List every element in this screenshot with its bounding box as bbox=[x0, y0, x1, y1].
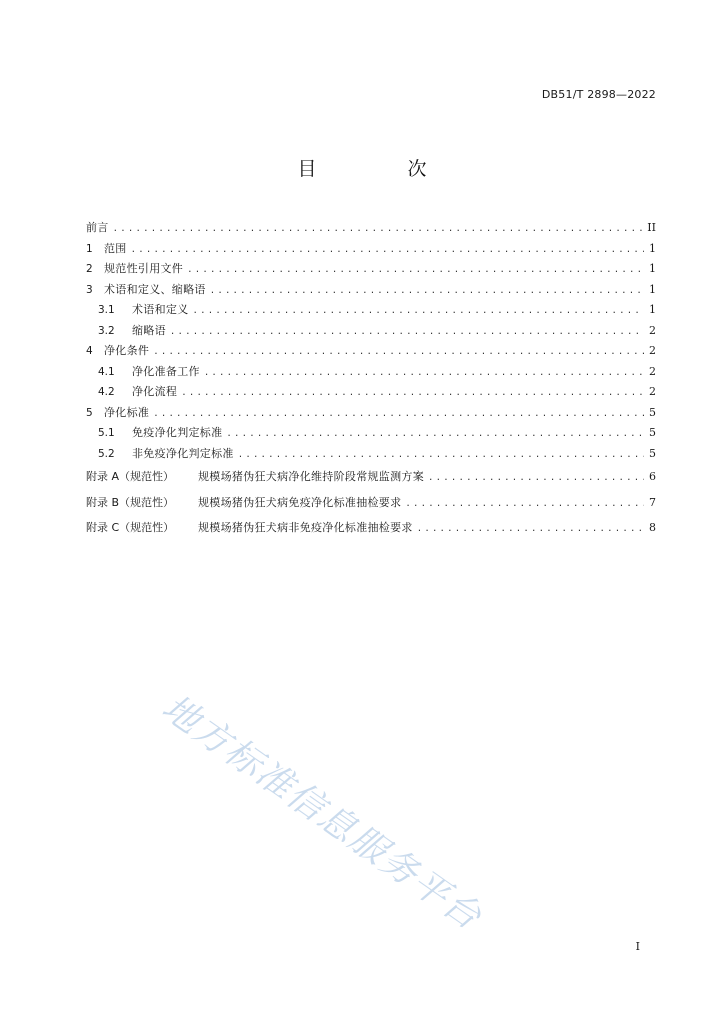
toc-entry-page: 7 bbox=[649, 495, 656, 509]
toc-entry-number: 2 bbox=[86, 263, 93, 275]
toc-entry-annex-b[interactable] bbox=[86, 490, 656, 516]
toc-entry-number: 3.2 bbox=[98, 324, 115, 337]
toc-leader-dots bbox=[181, 383, 644, 404]
toc-entry-page: 5 bbox=[649, 446, 656, 460]
toc-entry-page: 8 bbox=[649, 521, 656, 534]
toc-entry-label: 规模场猪伪狂犬病非免疫净化标准抽检要求 bbox=[198, 521, 413, 534]
toc-entry-3-2[interactable] bbox=[86, 321, 656, 342]
toc-entry-page: 1 bbox=[649, 262, 656, 275]
watermark: 地方标准信息服务平台 bbox=[154, 687, 490, 939]
toc-entry-label: 净化流程 bbox=[132, 385, 178, 398]
toc-entry-5-1[interactable] bbox=[86, 423, 656, 444]
toc-leader-dots bbox=[204, 363, 644, 384]
toc-entry-number: 1 bbox=[86, 242, 93, 255]
toc-entry-number: 5.2 bbox=[98, 447, 115, 460]
toc-entry-number: 4.1 bbox=[98, 365, 115, 378]
toc-entry-page: 1 bbox=[649, 241, 656, 255]
toc-leader-dots bbox=[210, 281, 644, 302]
toc-entry-page: 1 bbox=[649, 303, 656, 316]
toc-entry-2[interactable] bbox=[86, 259, 656, 280]
toc-entry-page: 5 bbox=[649, 426, 656, 439]
toc-entry-number: 5.1 bbox=[98, 427, 115, 439]
table-of-contents bbox=[86, 218, 656, 541]
toc-leader-dots bbox=[153, 404, 644, 425]
toc-entry-label: 净化条件 bbox=[104, 344, 150, 357]
toc-entry-page: 5 bbox=[649, 405, 656, 419]
toc-leader-dots bbox=[131, 240, 644, 261]
toc-leader-dots bbox=[405, 492, 644, 518]
page-title: 目 次 bbox=[297, 158, 463, 180]
toc-entry-label: 缩略语 bbox=[132, 323, 166, 337]
annex-tag: 附录 A（规范性） bbox=[86, 470, 175, 483]
toc-entry-page: 6 bbox=[649, 470, 656, 483]
annex-tag: 附录 C（规范性） bbox=[86, 521, 175, 534]
toc-entry-label: 术语和定义、缩略语 bbox=[104, 282, 206, 296]
toc-entry-label: 范围 bbox=[104, 241, 127, 255]
toc-entry-number: 5 bbox=[86, 406, 93, 419]
toc-entry-4-1[interactable] bbox=[86, 362, 656, 383]
toc-entry-5[interactable] bbox=[86, 403, 656, 424]
toc-entry-annex-c[interactable] bbox=[86, 515, 656, 541]
toc-leader-dots bbox=[170, 322, 644, 343]
toc-leader-dots bbox=[238, 445, 644, 466]
toc-entry-4[interactable] bbox=[86, 341, 656, 362]
toc-entry-page: 1 bbox=[649, 282, 656, 296]
toc-leader-dots bbox=[193, 301, 645, 322]
toc-entry-label: 净化准备工作 bbox=[132, 364, 200, 378]
toc-entry-3-1[interactable] bbox=[86, 300, 656, 321]
toc-entry-number: 4 bbox=[86, 345, 93, 357]
toc-entry-page: 2 bbox=[649, 385, 656, 398]
toc-entry-number: 4.2 bbox=[98, 386, 115, 398]
toc-leader-dots bbox=[153, 342, 644, 363]
toc-entry-label: 规模场猪伪狂犬病免疫净化标准抽检要求 bbox=[198, 495, 402, 509]
toc-entry-4-2[interactable] bbox=[86, 382, 656, 403]
toc-entry-page: 2 bbox=[649, 344, 656, 357]
toc-entry-page: 2 bbox=[649, 364, 656, 378]
toc-entry-label: 非免疫净化判定标准 bbox=[132, 446, 234, 460]
toc-entry-foreword[interactable] bbox=[86, 218, 656, 239]
toc-entry-label: 前言 bbox=[86, 221, 109, 234]
toc-entry-page: 2 bbox=[649, 323, 656, 337]
toc-entry-number: 3 bbox=[86, 283, 93, 296]
toc-entry-1[interactable] bbox=[86, 239, 656, 260]
toc-leader-dots bbox=[226, 424, 644, 445]
toc-entry-label: 净化标准 bbox=[104, 405, 150, 419]
toc-leader-dots bbox=[113, 219, 644, 240]
toc-leader-dots bbox=[417, 517, 644, 543]
annex-tag: 附录 B（规范性） bbox=[86, 495, 175, 509]
page-number: I bbox=[635, 940, 640, 953]
toc-entry-annex-a[interactable] bbox=[86, 464, 656, 490]
toc-leader-dots bbox=[187, 260, 644, 281]
toc-entry-label: 术语和定义 bbox=[132, 303, 189, 316]
toc-entry-5-2[interactable] bbox=[86, 444, 656, 465]
toc-entry-page: II bbox=[647, 221, 656, 234]
toc-entry-label: 规模场猪伪狂犬病净化维持阶段常规监测方案 bbox=[198, 470, 424, 483]
toc-entry-number: 3.1 bbox=[98, 304, 115, 316]
toc-entry-label: 规范性引用文件 bbox=[104, 262, 184, 275]
standard-code: DB51/T 2898—2022 bbox=[541, 88, 656, 101]
toc-leader-dots bbox=[428, 466, 644, 492]
toc-entry-3[interactable] bbox=[86, 280, 656, 301]
toc-entry-label: 免疫净化判定标准 bbox=[132, 426, 223, 439]
